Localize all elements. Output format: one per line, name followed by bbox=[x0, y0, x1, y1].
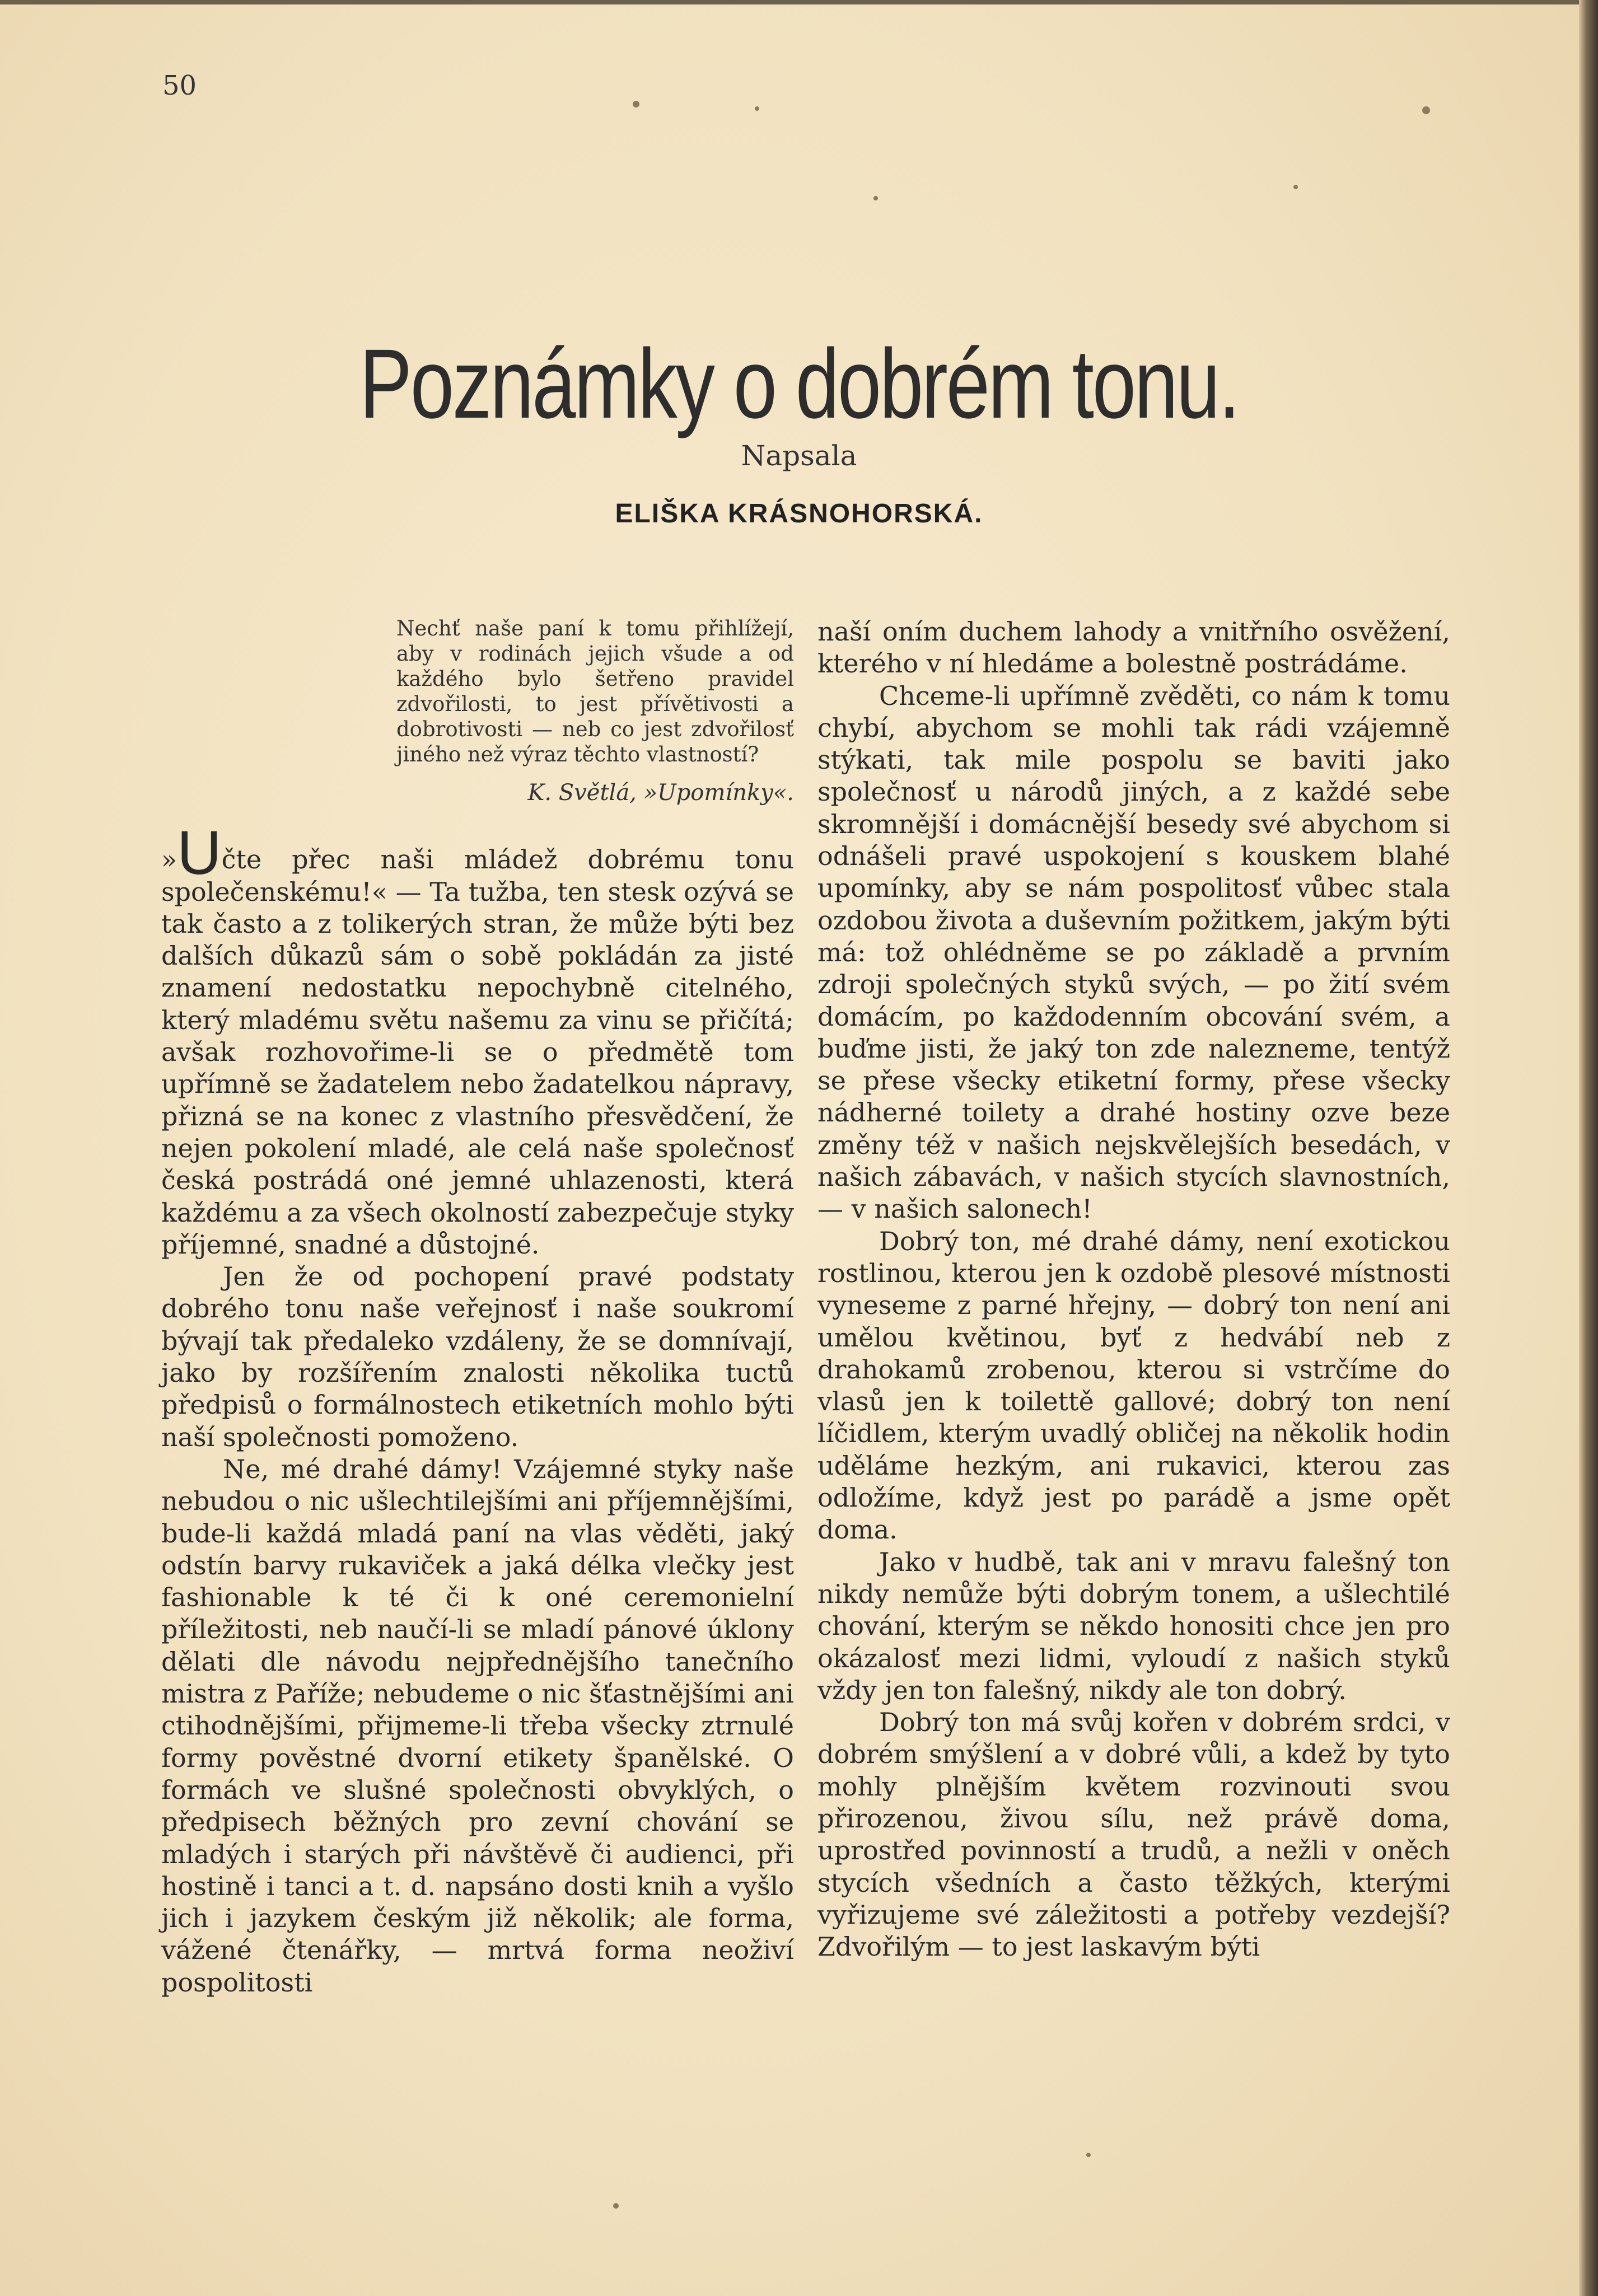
paragraph-text: čte přec naši mládež dobrému tonu společenskému!« — Ta tužba, ten stesk ozývá se tak často a z tolikerých stran, že může býti bez dalších důkazů sám o sobě pokládán za jisté znamení nedostatku nepochybně citelného, který mladému světu našemu za vinu se přičítá; avšak rozhovořime-li se o předmětě tom upřímně se žadatelem nebo žadatelkou nápravy, přizná se na konec z vlastního přesvědčení, že nejen pokolení mladé, ale celá naše společnosť česká postrádá oné jemné uhlazenosti, která každému a za všech okolností zabezpečuje styky příjemné, snadné a důstojné. bbox=[161, 844, 794, 1260]
paper-speck bbox=[633, 101, 639, 107]
paper-speck bbox=[755, 106, 759, 111]
opening-quote: » bbox=[161, 844, 177, 875]
page-number: 50 bbox=[162, 70, 197, 101]
paragraph: Chceme-li upřímně zvěděti, co nám k tomu chybí, abychom se mohli tak rádi vzájemně stýkati, tak mile pospolu se baviti jako společnosť u národů jiných, a z každé sebe skromnější i domácnější besedy své abychom si odnášeli pravé uspokojení s kouskem blahé upomínky, aby se nám pospolitosť vůbec stala ozdobou života a duševním požitkem, jakým býti má: tož ohlédněme se po základě a prvním zdroji společných styků svých, — po žití svém domácím, po každodenním obcování svém, a buďme jisti, že jaký ton zde nalezneme, tentýž se přese všecky etiketní formy, přese všecky nádherné toilety a drahé hostiny ozve beze změny též v našich nejskvělejších besedách, v našich zábavách, v našich stycích slavnostních, — v našich salonech! bbox=[817, 680, 1450, 1224]
page-top-edge bbox=[0, 0, 1598, 4]
motto-text: Nechť naše paní k tomu přihlížejí, aby v rodinách jejich všude a od každého bylo šetřeno pravidel zdvořilosti, to jest přívětivosti a dobrotivosti — neb co jest zdvořilosť jiného než výraz těchto vlastností? bbox=[396, 616, 794, 766]
paper-speck bbox=[1086, 2153, 1091, 2157]
paper-speck bbox=[1422, 106, 1430, 114]
paper-speck bbox=[613, 2203, 619, 2209]
paragraph: naší oním duchem lahody a vnitřního osvěžení, kterého v ní hledáme a bolestně postrádáme. bbox=[817, 616, 1450, 679]
paper-speck bbox=[1293, 185, 1298, 189]
paragraph bbox=[161, 819, 794, 1261]
paragraph: Dobrý ton má svůj kořen v dobrém srdci, v dobrém smýšlení a v dobré vůli, a kdež by tyto mohly plnějším květem rozvinouti svou přirozenou, živou sílu, než právě doma, uprostřed povinností a trudů, a nežli v oněch stycích všedních a často těžkých, kterými vyřizujeme své záležitosti a potřeby vezdejší? Zdvořilým — to jest laskavým býti bbox=[817, 1707, 1450, 1962]
paragraph: Ne, mé drahé dámy! Vzájemné styky naše nebudou o nic ušlechtilejšími ani příjemnějšími, bude-li každá mladá paní na vlas věděti, jaký odstín barvy rukaviček a jaká délka vlečky jest fashionable k té či k oné ceremonielní příležitosti, neb naučí-li se mladí pánové úklony dělati dle návodu nejpřednějšího tanečního mistra z Paříže; nebudeme o nic šťastnějšími ani ctihodnějšími, přijmeme-li třeba všecky ztrnulé formy pověstné dvorní etikety španělské. O formách ve slušné společnosti obvyklých, o předpisech běžných pro zevní chování se mladých i starých při návštěvě či audienci, při hostině i tanci a t. d. napsáno dosti knih a vyšlo jich i jazykem českým již několik; ale forma, vážené čtenářky, — mrtvá forma neoživí pospolitosti bbox=[161, 1453, 794, 1998]
left-column bbox=[161, 616, 794, 1999]
author-name: ELIŠKA KRÁSNOHORSKÁ. bbox=[615, 499, 983, 529]
paragraph: Jako v hudbě, tak ani v mravu falešný ton nikdy nemůže býti dobrým tonem, a ušlechtilé chování, kterým se někdo honositi chce jen pro okázalosť mezi lidmi, vyloudí z našich styků vždy jen ton falešný, nikdy ale ton dobrý. bbox=[817, 1546, 1450, 1705]
article-title: Poznámky o dobrém tonu. bbox=[359, 329, 1239, 439]
paragraph: Dobrý ton, mé drahé dámy, není exotickou rostlinou, kterou jen k ozdobě plesové místnosti vyneseme z parné hřejny, — dobrý ton není ani umělou květinou, byť z hedvábí neb z drahokamů zrobenou, kterou si vstrčíme do vlasů jen k toilettě gallové; dobrý ton není líčidlem, kterým uvadlý obličej na několik hodin uděláme hezkým, ani rukavici, kterou zas odložíme, když jest po parádě a jsme opět doma. bbox=[817, 1226, 1450, 1545]
page-binding-edge bbox=[1579, 0, 1598, 2296]
paragraph: Jen že od pochopení pravé podstaty dobrého tonu naše veřejnosť i naše soukromí bývají tak předaleko vzdáleny, že se domnívají, jako by rozšířením znalosti několika tuctů předpisů o formálnostech etiketních mohlo býti naší společnosti pomoženo. bbox=[161, 1261, 794, 1452]
motto-source: K. Světlá, »Upomínky«. bbox=[527, 780, 794, 806]
right-column bbox=[817, 616, 1450, 1963]
byline: Napsala bbox=[741, 439, 857, 472]
drop-cap: U bbox=[177, 819, 222, 888]
paper-speck bbox=[873, 196, 878, 200]
